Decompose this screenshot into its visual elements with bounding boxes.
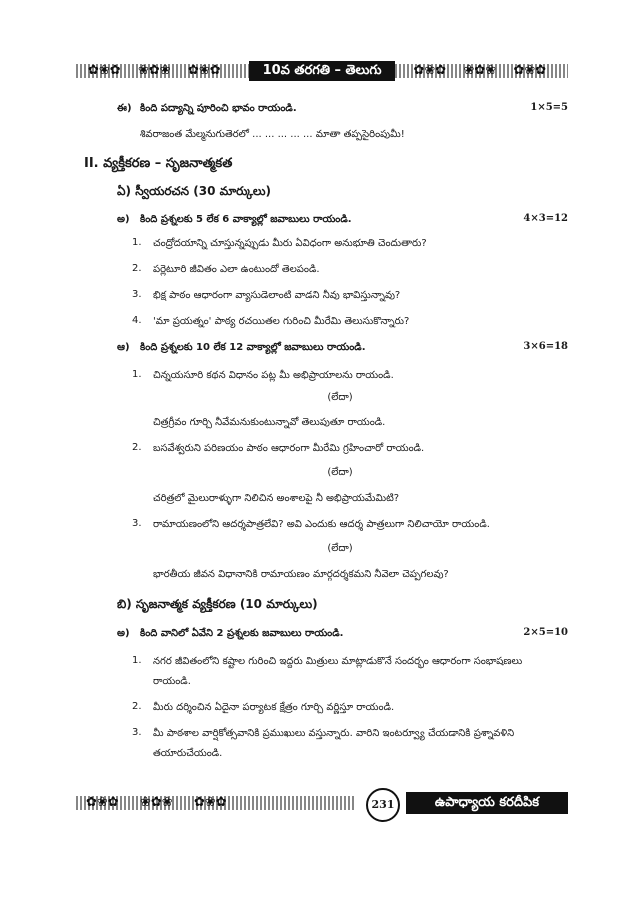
item-text: భిక్ష పాఠం ఆధారంగా వ్యాసుడెలాంటి వాడని నీవు భావిస్తున్నావు? xyxy=(153,290,401,301)
question-text: కింది వానిలో ఏవేని 2 ప్రశ్నలకు జవాబులు రాయండి. xyxy=(140,628,344,639)
part-b-title: బి) సృజనాత్మక వ్యక్తీకరణ (10 మార్కులు) xyxy=(117,597,318,611)
item-text-continued: రాయండి. xyxy=(153,676,191,687)
header-ornament-right xyxy=(395,61,568,81)
item-number: 1. xyxy=(132,237,142,248)
item-text: చిన్నయసూరి కథన విధానం పట్ల మీ అభిప్రాయాలను రాయండి. xyxy=(153,370,394,381)
flower-icon: ✿❀✿ xyxy=(88,63,121,78)
footer-ornament-left xyxy=(76,793,356,813)
item-text: మీ పాఠశాల వార్షికోత్సవానికి ప్రముఖులు వస్తున్నారు. వారిని ఇంటర్వ్యూ చేయడానికి ప్రశ్నావళిని xyxy=(153,728,515,739)
question-text: కింది పద్యాన్ని పూరించి భావం రాయండి. xyxy=(140,103,297,114)
footer-band xyxy=(76,784,568,822)
item-text: రామాయణంలోని ఆదర్శపాత్రలేవి? అవి ఎందుకు ఆదర్శ పాత్రలుగా నిలిచాయో రాయండి. xyxy=(153,519,490,530)
question-label: ఆ) xyxy=(117,342,130,353)
item-text: బసవేశ్వరుని పరిణయం పాఠం ఆధారంగా మీరేమి గ్రహించారో రాయండి. xyxy=(153,443,425,454)
item-number: 2. xyxy=(132,442,142,453)
or-label: (లేదా) xyxy=(327,392,353,403)
item-text-continued: తయారుచేయండి. xyxy=(153,748,223,759)
flower-icon: ❀✿❀ xyxy=(140,795,173,810)
question-text: కింది ప్రశ్నలకు 10 లేక 12 వాక్యాల్లో జవాబులు రాయండి. xyxy=(140,342,366,353)
page-number-medallion xyxy=(356,784,406,822)
item-number: 4. xyxy=(132,315,142,326)
part-a-title: ఏ) స్వీయరచన (30 మార్కులు) xyxy=(117,184,272,198)
question-label: అ) xyxy=(117,214,130,225)
question-marks: 1×5=5 xyxy=(530,102,568,113)
item-text: పర్లెటూరి జీవితం ఎలా ఉంటుందో తెలపండి. xyxy=(153,264,320,275)
question-label: అ) xyxy=(117,628,130,639)
header-ornament-left xyxy=(76,61,249,81)
item-number: 3. xyxy=(132,727,142,738)
question-marks: 3×6=18 xyxy=(523,341,568,352)
question-label: ఈ) xyxy=(117,103,132,114)
item-number: 3. xyxy=(132,289,142,300)
item-alt-text: భారతీయ జీవన విధానానికి రామాయణం మార్గదర్శకమని నీవెలా చెప్పగలవు? xyxy=(153,569,449,580)
flower-icon: ❀✿❀ xyxy=(463,63,497,78)
question-marks: 4×3=12 xyxy=(523,213,568,224)
page-number: 231 xyxy=(366,788,400,822)
flower-icon: ❀✿❀ xyxy=(138,63,171,78)
question-marks: 2×5=10 xyxy=(523,627,568,638)
flower-icon: ✿❀✿ xyxy=(413,63,447,78)
item-number: 2. xyxy=(132,701,142,712)
poem-line: శివరాజంత మేల్మనుగుతెరలో ... ... ... ... ... మాతా తప్పసైరింపుమీ! xyxy=(140,129,405,140)
item-alt-text: చరిత్రలో మైలురాళ్ళుగా నిలిచిన అంశాలపై నీ అభిప్రాయమేమిటి? xyxy=(153,493,400,504)
flower-icon: ✿❀✿ xyxy=(86,795,119,810)
or-label: (లేదా) xyxy=(327,467,353,478)
item-number: 1. xyxy=(132,655,142,666)
item-text: 'మా ప్రయత్నం' పాఠ్య రచయితల గురించి మీరేమి తెలుసుకొన్నారు? xyxy=(153,316,410,327)
item-text: మీరు దర్శించిన ఏదైనా పర్యాటక క్షేత్రం గూర్చి వర్ణిస్తూ రాయండి. xyxy=(153,702,395,713)
item-text: చంద్రోదయాన్ని చూస్తున్నప్పుడు మీరు ఏవిధంగా అనుభూతి చెందుతారు? xyxy=(153,238,427,249)
item-text: నగర జీవితంలోని కష్టాల గురించి ఇద్దరు మిత్రులు మాట్లాడుకొనే సందర్భం ఆధారంగా సంభాషణలు xyxy=(153,656,523,667)
flower-icon: ✿❀✿ xyxy=(513,63,547,78)
header-title: 10వ తరగతి – తెలుగు xyxy=(249,61,396,81)
flower-icon: ✿❀✿ xyxy=(194,795,227,810)
item-number: 2. xyxy=(132,263,142,274)
question-text: కింది ప్రశ్నలకు 5 లేక 6 వాక్యాల్లో జవాబులు రాయండి. xyxy=(140,214,352,225)
footer-title: ఉపాధ్యాయ కరదీపిక xyxy=(406,792,568,814)
section-title: II. వ్యక్తీకరణ – సృజనాత్మకత xyxy=(84,156,233,171)
item-number: 1. xyxy=(132,369,142,380)
item-number: 3. xyxy=(132,518,142,529)
flower-icon: ✿❀✿ xyxy=(188,63,221,78)
item-alt-text: చిత్రగ్రీవం గూర్చి నీవేమనుకుంటున్నావో తెలుపుతూ రాయండి. xyxy=(153,417,386,428)
or-label: (లేదా) xyxy=(327,543,353,554)
header-band xyxy=(76,61,568,81)
